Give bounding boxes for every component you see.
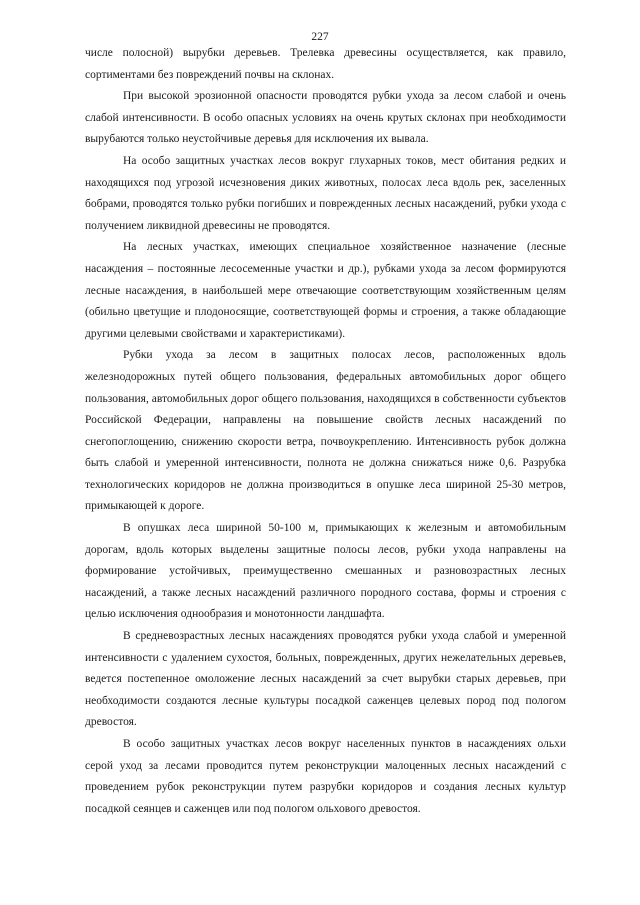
paragraph: Рубки ухода за лесом в защитных полосах лесов, расположенных вдоль железнодорожных путей общего пользования, федеральных автомобильных дорог общего пользования, автомобильных дорог общего пользования, находящихся в собственности субъектов Российской Федерации, направлены на повышение свойств лесных насаждений по снегопоглощению, снижению скорости ветра, почвоукреплению. Интенсивность рубок должна быть слабой и умеренной интенсивности, полнота не должна снижаться ниже 0,6. Разрубка технологических коридоров не должна производиться в опушке леса шириной 25-30 метров, примыкающей к дороге. — [85, 349, 566, 513]
paragraph: На особо защитных участках лесов вокруг глухарных токов, мест обитания редких и находящихся под угрозой исчезновения диких животных, полосах леса вдоль рек, заселенных бобрами, проводятся только рубки погибших и поврежденных лесных насаждений, рубки ухода с получением ликвидной древесины не проводятся. — [85, 154, 566, 232]
paragraph-continuation: числе полосной) вырубки деревьев. Трелевка древесины осуществляется, как правило, сортиментами без повреждений почвы на склонах. — [85, 47, 566, 81]
paragraph: На лесных участках, имеющих специальное хозяйственное назначение (лесные насаждения – постоянные лесосеменные участки и др.), рубками ухода за лесом формируются лесные насаждения, в наибольшей мере отвечающие соответствующим хозяйственным целям (обильно цветущие и плодоносящие, соответствующей формы и строения, а также обладающие другими целевыми свойствами и характеристиками). — [85, 241, 566, 340]
paragraph: При высокой эрозионной опасности проводятся рубки ухода за лесом слабой и очень слабой интенсивности. В особо опасных условиях на очень крутых склонах при необходимости вырубаются только неустойчивые деревья для исключения их вывала. — [85, 90, 566, 146]
paragraph: В опушках леса шириной 50-100 м, примыкающих к железным и автомобильным дорогам, вдоль которых выделены защитные полосы лесов, рубки ухода направлены на формирование устойчивых, преимущественно смешанных и разновозрастных лесных насаждений, а также лесных насаждений различного породного состава, формы и строения с целью исключения однообразия и монотонности ландшафта. — [85, 522, 566, 621]
paragraph: В особо защитных участках лесов вокруг населенных пунктов в насаждениях ольхи серой уход за лесами проводится путем реконструкции малоценных лесных насаждений с проведением рубок реконструкции путем разрубки коридоров и создания лесных культур посадкой сеянцев и саженцев или под пологом ольхового древостоя. — [85, 738, 566, 815]
page-body — [85, 43, 566, 820]
paragraph: В средневозрастных лесных насаждениях проводятся рубки ухода слабой и умеренной интенсивности с удалением сухостоя, больных, поврежденных, других нежелательных деревьев, ведется постепенное омоложение лесных насаждений за счет вырубки старых деревьев, при необходимости создаются лесные культуры посадкой саженцев целевых пород под пологом древостоя. — [85, 630, 566, 729]
page-number: 227 — [311, 31, 329, 43]
